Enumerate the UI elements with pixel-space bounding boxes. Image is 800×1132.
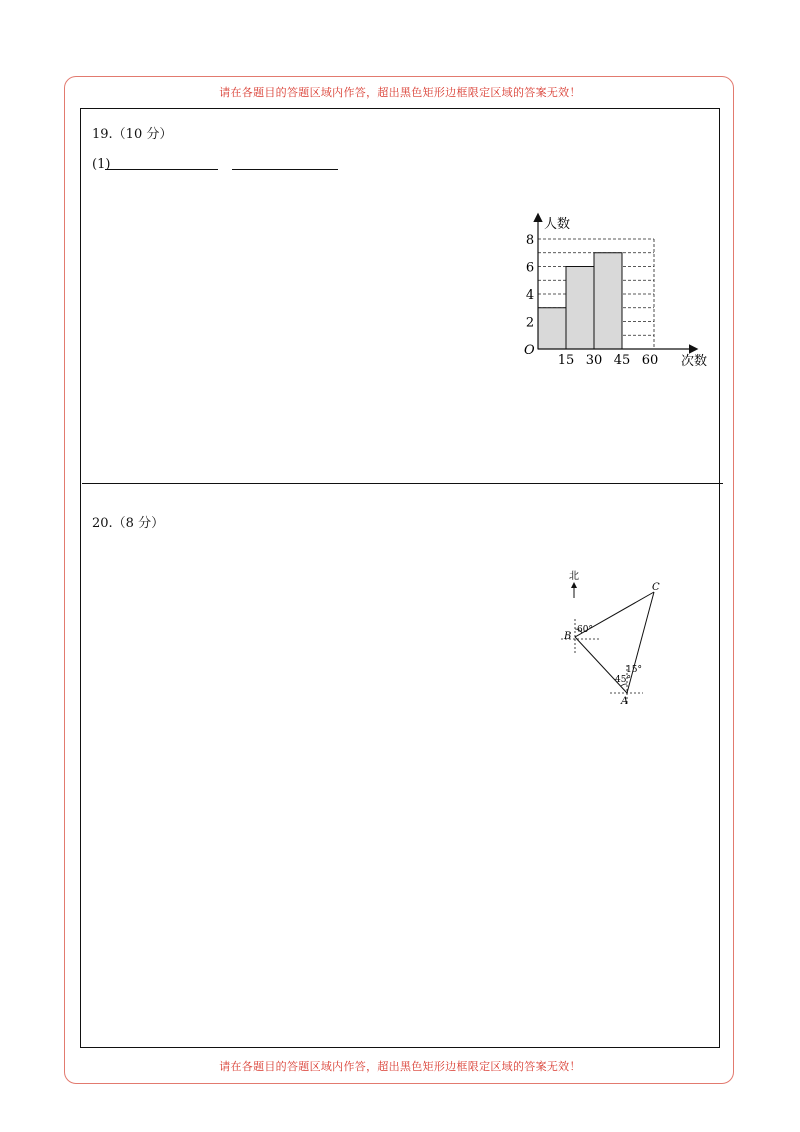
subquestion-1-label: (1) xyxy=(92,157,111,172)
angle-b-label: 60° xyxy=(577,625,593,635)
north-label: 北 xyxy=(569,571,579,582)
question-20-label: 20.（8 分） xyxy=(92,516,165,531)
histogram-chart xyxy=(518,212,718,374)
segment-ac xyxy=(627,592,654,693)
x-tick-label: 60 xyxy=(641,353,659,368)
angle-a-right-label: 15° xyxy=(626,665,642,675)
histogram-bar-15-30 xyxy=(566,267,594,350)
y-axis-label: 人数 xyxy=(544,217,571,232)
y-tick-label: 2 xyxy=(525,315,535,331)
answer-blank-2[interactable] xyxy=(232,169,338,170)
bearing-diagram xyxy=(555,565,685,715)
answer-blank-1[interactable] xyxy=(105,169,218,170)
point-b-label: B xyxy=(564,631,572,642)
y-tick-label: 6 xyxy=(525,260,535,276)
point-a-label: A xyxy=(621,696,629,707)
origin-label: O xyxy=(524,343,535,358)
angle-a-left-label: 45° xyxy=(615,675,631,685)
x-tick-label: 15 xyxy=(557,353,575,368)
y-tick-label: 8 xyxy=(525,233,535,248)
y-tick-label: 4 xyxy=(525,288,535,303)
question-19-label: 19.（10 分） xyxy=(92,127,173,142)
warning-top: 请在各题目的答题区域内作答，超出黑色矩形边框限定区域的答案无效！ xyxy=(219,86,581,99)
histogram-bar-0-15 xyxy=(538,308,566,349)
x-tick-label: 30 xyxy=(585,353,603,368)
histogram-bar-30-45 xyxy=(594,253,622,349)
section-divider xyxy=(82,483,723,484)
point-c-label: C xyxy=(652,582,660,593)
x-axis-label: 次数 xyxy=(681,354,708,369)
warning-bottom: 请在各题目的答题区域内作答，超出黑色矩形边框限定区域的答案无效！ xyxy=(219,1060,581,1073)
x-tick-label: 45 xyxy=(613,353,631,368)
